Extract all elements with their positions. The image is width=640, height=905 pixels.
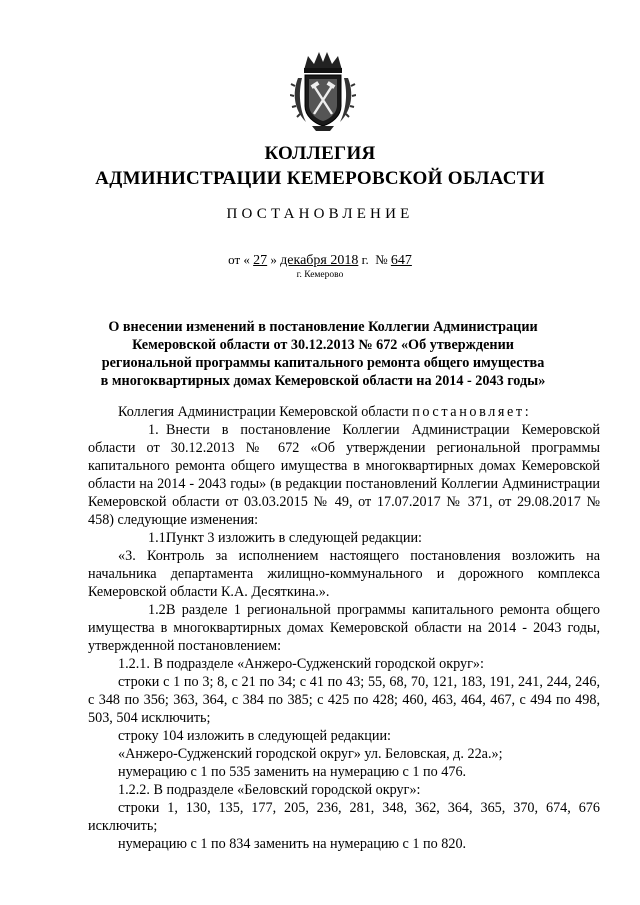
item-text: Внести в постановление Коллегии Администрации Кемеровской области от 30.12.2013 № 672 «Об утверждении региональной программы капитального ремонта общего имущества в многоквартирных домах Кемеровской области на 2014 - 2043 годы» (в редакции постановлений Коллегии Администрации Кемеровской области от 03.03.2015 № 49, от 17.07.2017 № 371, от 29.08.2017 № 458) следующие изменения:	[88, 422, 600, 528]
paragraph-rows-excluded-2: строки 1, 130, 135, 177, 205, 236, 281, 348, 362, 364, 365, 370, 674, 676 исключить;	[88, 800, 600, 834]
date-prefix: от «	[228, 252, 250, 267]
document-body	[88, 403, 600, 853]
item-text: В разделе 1 региональной программы капитального ремонта общего имущества в многоквартирных домах Кемеровской области на 2014 - 2043 годы, утвержденной постановлением:	[88, 602, 600, 654]
item-number: 1.1.	[148, 530, 170, 546]
paragraph-item-1-2-1: 1.2.1. В подразделе «Анжеро-Судженский городской округ»:	[118, 656, 484, 672]
document-date-line	[0, 252, 640, 269]
item-number: 1.2.	[148, 602, 170, 618]
document-number: 647	[390, 253, 412, 268]
paragraph-row-104: строку 104 изложить в следующей редакции:	[118, 728, 391, 744]
paragraph-preamble	[88, 403, 600, 421]
date-day: 27	[253, 253, 268, 268]
document-type: ПОСТАНОВЛЕНИЕ	[226, 206, 414, 222]
organization-name-line2: АДМИНИСТРАЦИИ КЕМЕРОВСКОЙ ОБЛАСТИ	[95, 168, 545, 189]
document-title: О внесении изменений в постановление Коллегии Администрации Кемеровской области от 30.12.2013 № 672 «Об утверждении региональной программы капитального ремонта общего имущества в многоквартирных домах Кемеровской области на 2014 - 2043 годы»	[100, 319, 546, 389]
paragraph-row-104-text: «Анжеро-Судженский городской округ» ул. Беловская, д. 22а.»;	[118, 746, 503, 762]
paragraph-item-1-1	[88, 529, 600, 547]
paragraph-item-1-2-2: 1.2.2. В подразделе «Беловский городской округ»:	[118, 782, 421, 798]
preamble-resolves: постановляет:	[412, 404, 532, 420]
date-mid: »	[270, 252, 277, 267]
organization-name-line1: КОЛЛЕГИЯ	[264, 143, 376, 164]
paragraph-item-1-2	[88, 601, 600, 655]
paragraph-renumbering-2: нумерацию с 1 по 834 заменить на нумерацию с 1 по 820.	[118, 836, 467, 852]
item-text: Пункт 3 изложить в следующей редакции:	[166, 530, 422, 546]
coat-of-arms-emblem	[290, 48, 356, 132]
paragraph-item-1-1-text: «3. Контроль за исполнением настоящего постановления возложить на начальника департамента жилищно-коммунального и дорожного комплекса Кемеровской области К.А. Десяткина.».	[88, 548, 600, 600]
paragraph-renumbering-1: нумерацию с 1 по 535 заменить на нумерацию с 1 по 476.	[118, 764, 467, 780]
paragraph-item-1	[88, 421, 600, 529]
number-prefix: №	[375, 252, 388, 267]
date-month-year: декабря 2018	[280, 253, 359, 268]
document-city: г. Кемерово	[296, 270, 344, 280]
date-year-suffix: г.	[361, 252, 369, 267]
item-number: 1.	[148, 422, 159, 438]
paragraph-rows-excluded-1: строки с 1 по 3; 8, с 21 по 34; с 41 по 43; 55, 68, 70, 121, 183, 191, 241, 244, 246, с 348 по 356; 363, 364, с 384 по 385; с 425 по 428; 460, 463, 464, 467, с 494 по 498, 503, 504 исключить;	[88, 674, 600, 726]
preamble-text: Коллегия Администрации Кемеровской области	[118, 404, 409, 420]
